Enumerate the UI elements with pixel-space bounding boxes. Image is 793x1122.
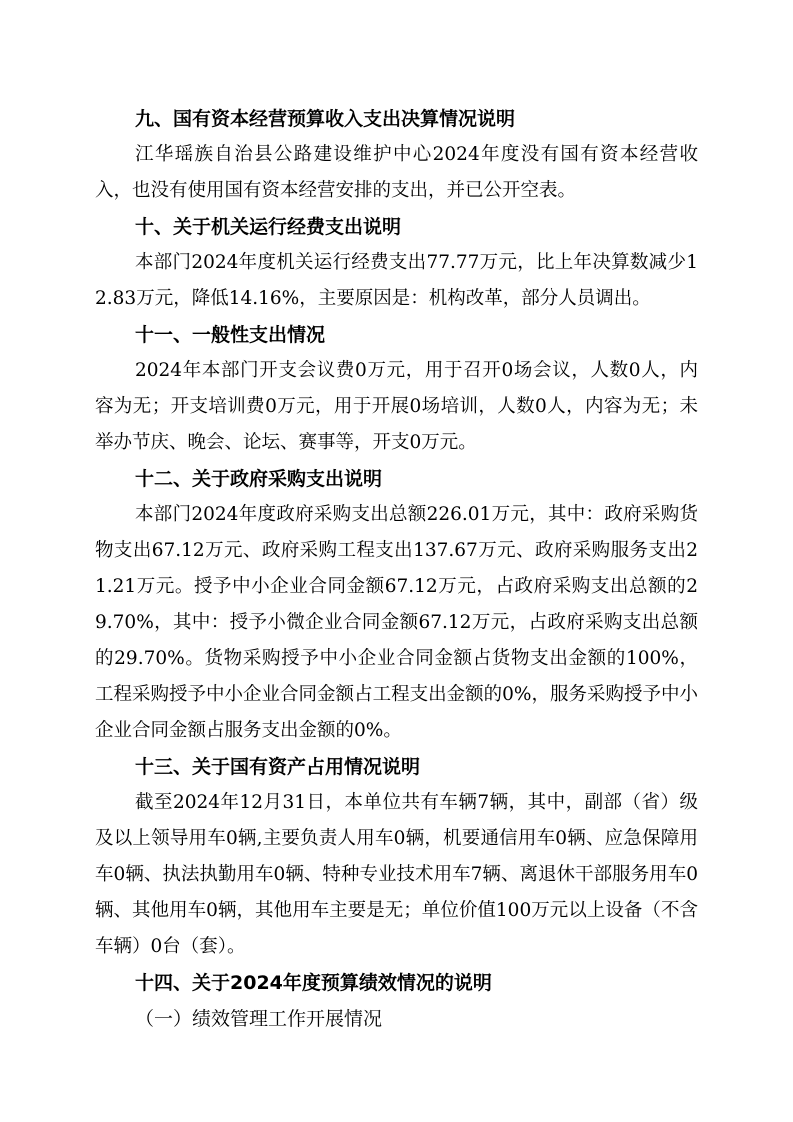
section-14-subheading: （一）绩效管理工作开展情况 [135,1008,383,1030]
document-body [95,101,698,1037]
section-12-heading: 十二、关于政府采购支出说明 [135,468,383,490]
section-13-paragraph: 截至2024年12月31日，本单位共有车辆7辆，其中，副部（省）级及以上领导用车0辆,主要负责人用车0辆，机要通信用车0辆、应急保障用车0辆、执法执勤用车0辆、特种专业技术用车7辆、离退休干部服务用车0辆、其他用车0辆，其他用车主要是无；单位价值100万元以上设备（不含车辆）0台（套）。 [95,792,698,957]
section-12-paragraph: 本部门2024年度政府采购支出总额226.01万元，其中：政府采购货物支出67.12万元、政府采购工程支出137.67万元、政府采购服务支出21.21万元。授予中小企业合同金额67.12万元，占政府采购支出总额的29.70%，其中：授予小微企业合同金额67.12万元，占政府采购支出总额的29.70%。货物采购授予中小企业合同金额占货物支出金额的100%，工程采购授予中小企业合同金额占工程支出金额的0%，服务采购授予中小企业合同金额占服务支出金额的0%。 [95,504,698,741]
section-11-paragraph: 2024年本部门开支会议费0万元，用于召开0场会议，人数0人，内容为无；开支培训费0万元，用于开展0场培训，人数0人，内容为无；未举办节庆、晚会、论坛、赛事等，开支0万元。 [95,360,698,453]
section-9-heading: 九、国有资本经营预算收入支出决算情况说明 [135,108,516,130]
section-11-heading: 十一、一般性支出情况 [135,324,326,346]
section-9-paragraph: 江华瑶族自治县公路建设维护中心2024年度没有国有资本经营收入，也没有使用国有资本经营安排的支出，并已公开空表。 [95,144,698,201]
section-10-heading: 十、关于机关运行经费支出说明 [135,216,402,238]
section-10-paragraph: 本部门2024年度机关运行经费支出77.77万元，比上年决算数减少12.83万元，降低14.16%，主要原因是：机构改革，部分人员调出。 [95,252,698,309]
section-13-heading: 十三、关于国有资产占用情况说明 [135,756,421,778]
section-14-heading: 十四、关于2024年度预算绩效情况的说明 [135,972,492,994]
